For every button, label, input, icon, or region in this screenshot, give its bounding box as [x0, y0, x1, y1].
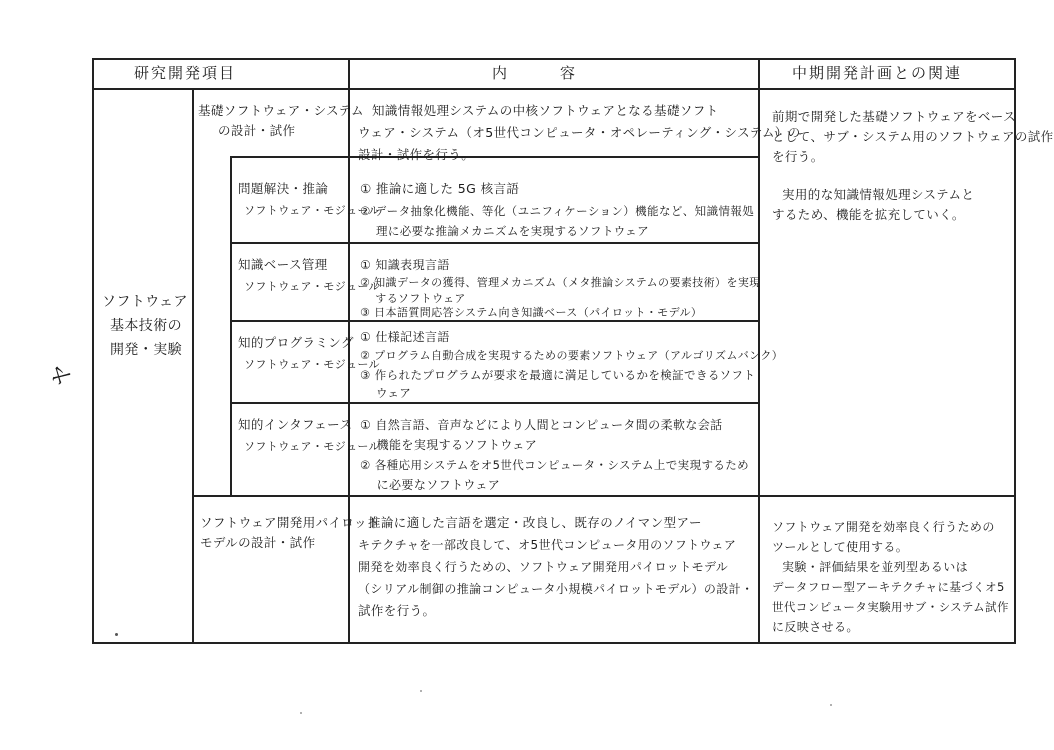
table-top-border [92, 58, 1016, 60]
scan-speck [300, 712, 302, 714]
module-content-line: ① 仕様記述言語 [360, 330, 450, 344]
module-content-line: ② プログラム自動合成を実現するための要素ソフトウェア（アルゴリズムバンク） [360, 349, 784, 362]
pilot-content-line: 推論に適した言語を選定・改良し、既存のノイマン型アー [368, 515, 702, 530]
pilot-content-line: 試作を行う。 [358, 603, 436, 618]
category-column-divider [192, 88, 194, 644]
pilot-content-line: （シリアル制御の推論コンピュータ小規模パイロットモデル）の設計・ [358, 582, 754, 596]
basic-relation-line: 実用的な知識情報処理システムと [782, 187, 975, 202]
module-content-line: するソフトウェア [360, 292, 466, 305]
table-left-border [92, 58, 94, 644]
scan-speck [830, 704, 832, 706]
module-content-line: ③ 作られたプログラムが要求を最適に満足しているかを検証できるソフト [360, 368, 756, 382]
pilot-relation-line: ソフトウェア開発を効率良く行うための [772, 520, 995, 534]
pilot-title-line1: ソフトウェア開発用パイロット [200, 515, 380, 530]
scan-dot [115, 633, 118, 636]
module-indent-divider [230, 156, 232, 496]
pilot-relation-line: 世代コンピュータ実験用サブ・システム試作 [772, 600, 1009, 614]
module-content-line: ウェア [360, 386, 412, 400]
row-divider-2 [230, 242, 760, 244]
pilot-title-line2: モデルの設計・試作 [200, 535, 316, 550]
basic-content-line: 知識情報処理システムの中核ソフトウェアとなる基礎ソフト [372, 103, 719, 118]
pilot-relation-line: 実験・評価結果を並列型あるいは [782, 560, 969, 574]
module-content-line: 機能を実現するソフトウェア [360, 438, 538, 452]
module-content-line: ① 推論に適した 5G 核言語 [360, 181, 520, 196]
module-title-line1: 知的インタフェース [238, 417, 353, 432]
module-content-line: に必要なソフトウェア [360, 478, 501, 492]
module-content-line: ③ 日本語質問応答システム向き知識ベース（パイロット・モデル） [360, 306, 703, 319]
header-relation: 中期開発計画との関連 [792, 64, 963, 82]
plan-table [92, 58, 1054, 644]
main-category-line2: 基本技術の [110, 318, 182, 334]
basic-relation-line: 前期で開発した基礎ソフトウェアをベース [772, 109, 1016, 124]
row-divider-pilot [192, 495, 1016, 497]
basic-relation-line: するため、機能を拡充していく。 [772, 207, 965, 222]
module-content-line: ① 自然言語、音声などにより人間とコンピュータ間の柔軟な会話 [360, 418, 723, 432]
module-content-line: ② 知識データの獲得、管理メカニズム（メタ推論システムの要素技術）を実現 [360, 276, 761, 289]
table-bottom-border [92, 642, 1016, 644]
header-divider [92, 88, 1016, 90]
row-divider-4 [230, 402, 760, 404]
module-title-line1: 知識ベース管理 [238, 257, 328, 272]
module-content-line: ① 知識表現言語 [360, 258, 450, 272]
basic-title-line1: 基礎ソフトウェア・システム [198, 103, 364, 118]
pilot-content-line: キテクチャを一部改良して、オ5世代コンピュータ用のソフトウェア [358, 538, 737, 552]
module-content-line: ② 各種応用システムをオ5世代コンピュータ・システム上で実現するため [360, 458, 750, 472]
main-category-line1: ソフトウェア [102, 294, 188, 310]
basic-content-line: ウェア・システム（オ5世代コンピュータ・オペレーティング・システム）の [358, 125, 801, 140]
margin-mark: ヤ [50, 364, 76, 387]
row-divider-1 [230, 156, 760, 158]
module-title-line1: 知的プログラミング [238, 335, 354, 350]
pilot-relation-line: ツールとして使用する。 [772, 540, 909, 554]
basic-content-line: 設計・試作を行う。 [358, 147, 475, 162]
scan-speck [420, 690, 422, 692]
pilot-relation-line: に反映させる。 [772, 620, 859, 634]
pilot-content-line: 開発を効率良く行うための、ソフトウェア開発用パイロットモデル [358, 560, 729, 574]
basic-title-line2: の設計・試作 [218, 123, 296, 138]
pilot-relation-line: データフロー型アーキテクチャに基づくオ5 [772, 580, 1005, 594]
module-title-line2: ソフトウェア・モジュール [244, 204, 380, 217]
basic-relation-line: として、サブ・システム用のソフトウェアの試作 [772, 129, 1054, 144]
module-content-line: 理に必要な推論メカニズムを実現するソフトウェア [360, 224, 649, 238]
module-title-line2: ソフトウェア・モジュール [244, 440, 380, 453]
header-item: 研究開発項目 [134, 64, 237, 82]
module-title-line2: ソフトウェア・モジュール [244, 280, 380, 293]
main-category-line3: 開発・実験 [110, 342, 182, 358]
header-content: 内 容 [492, 64, 578, 82]
basic-relation-line: を行う。 [772, 149, 824, 164]
module-content-line: ② データ抽象化機能、等化（ユニフィケーション）機能など、知識情報処 [360, 204, 755, 218]
module-title-line1: 問題解決・推論 [238, 181, 329, 196]
module-title-line2: ソフトウェア・モジュール [244, 358, 380, 371]
